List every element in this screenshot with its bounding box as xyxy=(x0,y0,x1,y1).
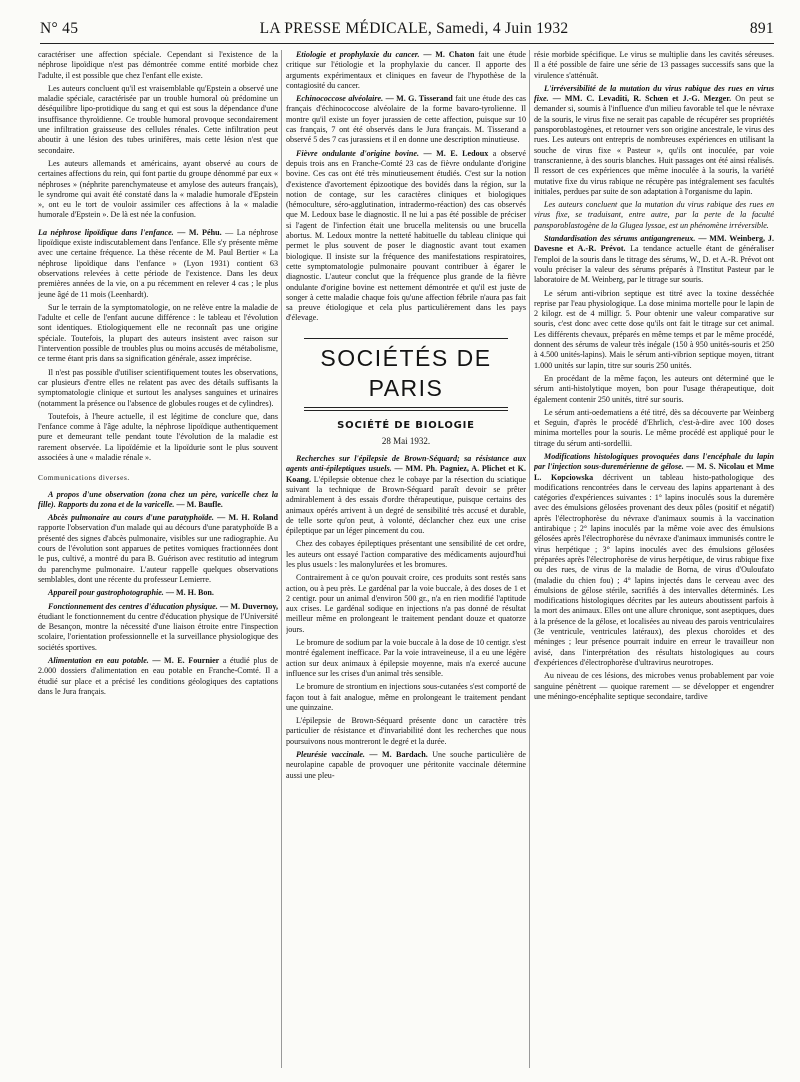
article-author: — M. Chaton xyxy=(423,50,475,59)
article-author: — M. E. Fournier xyxy=(152,656,220,666)
article-zona xyxy=(38,490,278,511)
article-standardisation xyxy=(534,234,774,285)
article-fievre xyxy=(286,149,526,324)
paragraph: Le bromure de strontium en injections sous-cutanées s'est comporté de façon tout à fait analogue, même en prolongeant le traitement pendant une quinzaine. xyxy=(286,682,526,712)
article-title: Recherches sur l'épilepsie de Brown-Séquard; sa résistance aux agents anti-épileptiques usuels. xyxy=(286,454,526,474)
article-author: — M. H. Bon. xyxy=(165,588,214,598)
session-date: 28 Mai 1932. xyxy=(381,435,431,446)
paragraph: Toutefois, à l'heure actuelle, il est légitime de conclure que, dans l'enfance comme à l'âge adulte, la néphrose lipoïdique authentiquement pure et demeurant telle pendant toute l'évolution de la maladie est rarement observée. La lipoïdémie et la lipoïdurie sont le plus souvent associées à une « maladie rénale ». xyxy=(38,411,278,462)
journal-title-date: LA PRESSE MÉDICALE, Samedi, 4 Juin 1932 xyxy=(259,20,569,37)
column-1 xyxy=(38,50,278,1074)
paragraph: caractériser une affection spéciale. Cependant si l'existence de la néphrose lipoïdique n'est pas démontrée comme entité morbide chez l'adulte, il est possible que chez l'enfant elle existe. xyxy=(38,50,278,80)
article-title: A propos d'une observation (zona chez un père, varicelle chez la fille). Rapports du zona et de la varicelle. xyxy=(38,489,278,509)
article-title: Fièvre ondulante d'origine bovine. xyxy=(296,148,419,158)
article-virus-rabique xyxy=(534,84,774,197)
page-number: 891 xyxy=(749,20,774,37)
paragraph: Le sérum anti-vibrion septique est titré avec la toxine desséchée reprise par l'eau physiologique. La dose minima mortelle pour le lapin de 2 kilogr. est de 4 milligr. 5. Pour obtenir une valeur comparative sur souris, c'est donc avec cette dose qu'ils ont fait le titrage sur cet animal. Les différents chevaux, préparés en même temps et par le même procédé, donnent des sérums de valeur très inégale (150 à 950 unités-souris et 250 à 4.500 unités-lapins). Mais le sérum anti-vibrion septique moyen, titrant 1.000 unités sur lapin, titre sur souris 250 unités. xyxy=(534,288,774,370)
article-title: Pleurésie vaccinale. xyxy=(296,750,365,760)
section-title: SOCIÉTÉS DE PARIS xyxy=(320,344,492,401)
article-title: Fonctionnement des centres d'éducation physique. xyxy=(48,601,218,611)
paragraph: Les auteurs concluent qu'il est vraisemblable qu'Epstein a observé une maladie spéciale, caractérisée par un trouble humoral où prédomine un déséquilibre lipo-protidique du sang et qui est sous la dépendance d'une insuffisance thyroïdienne. Ce trouble humoral provoque secondairement une infiltration graisseuse des cellules rénales. Cette infiltration peut aboutir à une lésion des tubes urinifères, mais cette lésion n'est que secondaire. xyxy=(38,83,278,155)
article-title: Alimentation en eau potable. xyxy=(48,656,149,666)
article-title: Modifications histologiques provoquées dans l'encéphale du lapin par l'injection sous-duremérienne de gélose. xyxy=(534,451,774,472)
article-author: — M. G. Tisserand xyxy=(385,94,453,104)
article-text: rapporte l'observation d'un malade qui au décours d'une paratyphoïde B a présenté des signes d'abcès pulmonaire, visibles sur une radiographie. Au cours de l'évolution sont apparues de petites vomiques fractionnées dont le pus, cultivé, a montré du para B. Guérison avec restitutio ad integrum du parenchyme pulmonaire. L'auteur rappelle quelques observations semblables, dont une récente du professeur Lemierre. xyxy=(38,523,278,584)
column-divider xyxy=(529,50,530,1068)
article-cancer xyxy=(286,50,526,91)
article-author: — MM. Ph. Pagniez, A. Plichet et K. Koang. xyxy=(286,464,526,484)
article-title: Standardisation des sérums antigangreneux. xyxy=(544,234,696,244)
issue-number: N° 45 xyxy=(40,20,79,37)
article-text: a observé depuis trois ans en Franche-Comté 23 cas de fièvre ondulante d'origine bovine. Ces cas ont été très minutieusement étudiés. C'est sur la notion d'existence d'avortement épizootique des bovidés dans la région, sur la notion de contage, sur les caractères cliniques et biologiques (hémoculture, séro-agglutination, intradermo-réaction) des cas observés que M. Ledoux base le diagnostic. Il ne lui a pas été possible de préciser si l'agent de l'infection était une brucella melitensis ou une brucella abortus. M. Ledoux montre la netteté habituelle du tableau clinique qui permet le plus souvent de poser le diagnostic avant tout examen biologique. Il insiste sur la fréquence des manifestations respiratoires, cette symptomatologie pulmonaire pouvant contribuer à égarer le diagnostic. L'auteur conclut que la fréquence plus grande de la fièvre ondulante d'origine bovine est nettement démontrée et qu'il est juste de songer à cette maladie chaque fois qu'une affection fébrile n'aura pas fait sa preuve étiologique et cela plus particulièrement dans les pays d'élevage. xyxy=(286,148,526,323)
article-author: — M. E. Ledoux xyxy=(423,148,489,158)
article-title: La néphrose lipoïdique dans l'enfance. xyxy=(38,227,174,237)
paragraph: Contrairement à ce qu'on pouvait croire, ces produits sont restés sans action, ou à peu près. Le gardénal par la voie buccale, à des doses de 1 et 2 centigr. pour un animal d'environ 500 gr., n'a en rien modifié l'aptitude aux crises. Le gardénal sodique en injections n'a pas donné de résultat meilleur même en prolongeant le traitement pendant douze et quatorze jours. xyxy=(286,573,526,634)
article-nephrose-enfance xyxy=(38,228,278,300)
paragraph: Au niveau de ces lésions, des microbes venus probablement par voie sanguine pénètrent — quoique rarement — se développer et engendrer une méningo-encéphalite septique secondaire, tardive xyxy=(534,671,774,701)
article-epilepsie xyxy=(286,454,526,536)
article-text: fait une étude des cas français d'échinococcose alvéolaire de la forme bavaro-tyrolienne. Il montre qu'il existe un foyer jurassien de cette affection, puisque sur 10 cas français, 7 ont été observés dans le Jura français. M. Tisserand a observé 5 des 7 cas jurassiens et il en donne une description minutieuse. xyxy=(286,94,526,145)
paragraph: Sur le terrain de la symptomatologie, on ne relève entre la maladie de l'adulte et celle de l'enfant aucune différence : le tableau et l'évolution sont identiques. Etiologiquement elle ne reconnaît pas une origine spéciale. Toutefois, la plupart des auteurs insistent avec raison sur l'intervention possible de troubles plus ou moins accusés de métabolisme, ce terme étant pris dans sa signification générale, assez imprécise. xyxy=(38,302,278,364)
article-abces xyxy=(38,513,278,585)
article-title: Echinococcose alvéolaire. xyxy=(296,94,384,104)
column-2 xyxy=(286,50,526,1074)
article-modifications xyxy=(534,452,774,668)
article-text: étudiant le fonctionnement du centre d'éducation physique de l'Université de Besançon, montre la nécessité d'une liaison étroite entre l'inspection scolaire, l'orientation professionnelle et la surveillance physiologique des sociétés sportives. xyxy=(38,611,278,652)
society-name: SOCIÉTÉ DE BIOLOGIE xyxy=(337,419,475,431)
column-divider xyxy=(281,50,282,1068)
paragraph: Chez des cobayes épileptiques présentant une sensibilité de cet ordre, les auteurs ont essayé l'action comparative des médicaments aujourd'hui les plus usuels : les malonylurées et les bromures. xyxy=(286,539,526,569)
article-author: — MM. C. Levaditi, R. Schœn et J.-G. Mezger. xyxy=(552,94,732,104)
article-gastrophoto xyxy=(38,588,278,598)
banner-rule xyxy=(304,407,508,408)
paragraph: Il n'est pas possible d'utiliser scientifiquement toutes les observations, car plusieurs d'entre elles ne relatent pas avec des détails suffisants la symptomatologie clinique et surtout les analyses sanguines et urinaires (notamment la présence ou l'absence de globules rouges et de cylindres). xyxy=(38,367,278,408)
header-rule xyxy=(40,43,774,44)
article-title: Etiologie et prophylaxie du cancer. xyxy=(296,50,420,59)
paragraph: Les auteurs concluent que la mutation du virus rabique des rues en virus fixe, se traduisant, entre autre, par la perte de la faculté pansporoblastogène de la Glugea lyssae, est un phénomène irréversible. xyxy=(534,200,774,230)
article-author: — M. Péhu. xyxy=(177,227,222,237)
article-author: — M. S. Nicolau et Mme L. Kopciowska xyxy=(534,462,774,482)
article-author: — M. H. Roland xyxy=(217,513,278,523)
article-author: — MM. Weinberg, J. Davesne et A.-R. Prévot. xyxy=(534,234,774,254)
article-title: Appareil pour gastrophotographie. xyxy=(48,588,164,598)
societes-banner xyxy=(286,338,526,411)
paragraph: résie morbide spécifique. Le virus se multiplie dans les cavités séreuses. Il a été possible de faire une série de 13 passages successifs sans que la virulence s'atténuât. xyxy=(534,50,774,80)
article-pleuresie xyxy=(286,750,526,781)
article-author: — M. Baufle. xyxy=(176,499,223,509)
article-text: fait une étude critique sur l'étiologie et la prophylaxie du cancer. Il apporte des arguments expérimentaux et cliniques en faveur de l'hypothèse de la contagiosité du cancer. xyxy=(286,50,526,90)
paragraph: En procédant de la même façon, les auteurs ont déterminé que le sérum anti-histolytique moyen, bon pour l'usage thérapeutique, doit également contenir 250 unités, titré sur souris. xyxy=(534,373,774,404)
article-text: On peut se demander si, soumis à l'influence d'un milieu favorable tel que le névraxe de la souris, le virus fixe ne serait pas capable de récupérer ses propriétés pansporoblastogènes, et retourner vers son origine ancestrale, le virus des rues. Les auteurs ont entrepris de nombreuses expériences en utilisant la souche de virus fixe « Pasteur », qu'ils ont inoculée, par voie transcranienne, à des souris blanches. Huit passages ont été ainsi réalisés. Il ressort de ces expériences que même inoculée à la souris, la variété mutative fixe du virus rabique ne récupère pas intégralement ses facultés initiales, perdues par suite de son adaptation à l'organisme du lapin. xyxy=(534,94,774,196)
paragraph: Le sérum anti-oedematiens a été titré, dès sa découverte par Weinberg et Seguin, d'après le procédé d'Ehrlich, c'est-à-dire avec 100 doses minima mortelles pour la souris. Le même procédé est appliqué pour le titrage du sérum anti-sordellii. xyxy=(534,407,774,448)
section-heading: Communications diverses. xyxy=(38,473,130,483)
article-eau xyxy=(38,656,278,697)
paragraph: Le bromure de sodium par la voie buccale à la dose de 10 centigr. s'est montré également inefficace. Par la voie intraveineuse, il a eu une légère action sur deux animaux à épilepsie moyenne, mais n'a exercé aucune influence sur les crises d'un animal très sensible. xyxy=(286,638,526,678)
article-text: La tendance actuelle étant de généraliser l'emploi de la souris dans le titrage des sérums, W., D. et A.-R. Prévot ont voulu préciser la valeur des sérums préparés à l'Institut Pasteur par le laboratoire de M. Weinberg, par le titrage sur souris. xyxy=(534,244,774,285)
article-author: — M. Bardach. xyxy=(369,750,428,760)
banner-rule xyxy=(304,410,508,411)
column-3 xyxy=(534,50,774,1074)
article-text: décrivent un tableau histo-pathologique des modifications rencontrées dans le cerveau des lapins appartenant à des catégories d'expériences suivantes : 1° lapins inoculés sous la duremère avec des émulsions gélosées provenant des deux pôles (positif et négatif) après l'électrophorèse du névraxe d'animaux soumis à la vaccination antirabique ; 2° lapins inoculés par la même voie avec des émulsions gélosées après l'électrophorèse du névraxe d'animaux immunisés contre le virus herpétique ; 3° lapins inoculés avec des émulsions gélosées préparées après l'électrophorèse de virus herpétique, de virus rabique fixe ou des rues, de virus de la maladie de Borna, de virus d'Ouloufato (maladie du chien fou) ; 4° lapins injectés dans le cerveau avec des émulsions de gélose stérile, sacrifiés à des intervalles déterminés. Les modifications histologiques décrites par les auteurs aboutissent parfois à la mort des animaux. Elles ont une allure chronique, sont aseptiques, dues à la présence de la gélose, et localisées au niveau des parois ventriculaires (3e ventricule, ventricules latéraux), des plexus choroïdes et des méninges ; leur présence pourrait induire en erreur le travailleur non avisé, dans l'interprétation des résultats histologiques au cours d'expériences d'électrophorèse d'ultravirus neurotropes. xyxy=(534,472,774,667)
paragraph: Les auteurs allemands et américains, ayant observé au cours de certaines affections du rein, qui font partie du groupe dénommé par eux « néphroses » (néphrite parenchymateuse et amylose des auteurs français), le syndrome qui avait été constaté dans la « maladie humorale d'Epstein », ont eu le tort de vouloir assimiler ces affections à la « maladie humorale d'Epstein ». De là est née la confusion. xyxy=(38,158,278,220)
article-author: — M. Duvernoy, xyxy=(219,601,278,611)
article-text: Une souche particulière de neurolapine capable de provoquer une péritonite vaccinale détermine aussi une pleu- xyxy=(286,750,526,780)
article-text: L'épilepsie obtenue chez le cobaye par la résection du sciatique suivant la technique de Brown-Séquard paraît devoir se prêter admirablement à des essais d'ordre thérapeutique, puisque certains des animaux opérés arrivent à un degré de sensibilité très accusé et durable, de telle sorte qu'on peut, à volonté, déclancher chez eux une crise épileptique par un léger pincement du cou. xyxy=(286,474,526,536)
paragraph: L'épilepsie de Brown-Séquard présente donc un caractère très particulier de résistance et d'invariabilité dont les recherches que nous poursuivons nous montreront le degré et la durée. xyxy=(286,716,526,746)
banner-rule xyxy=(304,338,508,339)
article-text: a étudié plus de 2.000 dossiers d'alimentation en eau potable en Franche-Comté. Il a étudié sur place et a précisé les conditions géologiques des captations dans le Jura français. xyxy=(38,656,278,696)
article-title: Abcès pulmonaire au cours d'une paratyphoïde. xyxy=(48,513,214,523)
article-education xyxy=(38,602,278,653)
running-head xyxy=(40,20,774,42)
article-echinococcose xyxy=(286,94,526,145)
article-title: L'irréversibilité de la mutation du virus rabique des rues en virus fixe. xyxy=(534,83,774,104)
article-text: — La néphrose lipoïdique existe indiscutablement dans l'enfance. Elle s'y présente même avec une certaine fréquence. La thèse récente de M. Paul Bertier « La néphrose lipoïdique dans l'enfance » (Lyon 1931) contient 63 observations relevées à cette période de l'existence. Dans les deux premières années de la vie, on a pu récemment en relever 4 cas ; le plus jeune âgé de 11 mois (Leenhardt). xyxy=(38,227,278,299)
